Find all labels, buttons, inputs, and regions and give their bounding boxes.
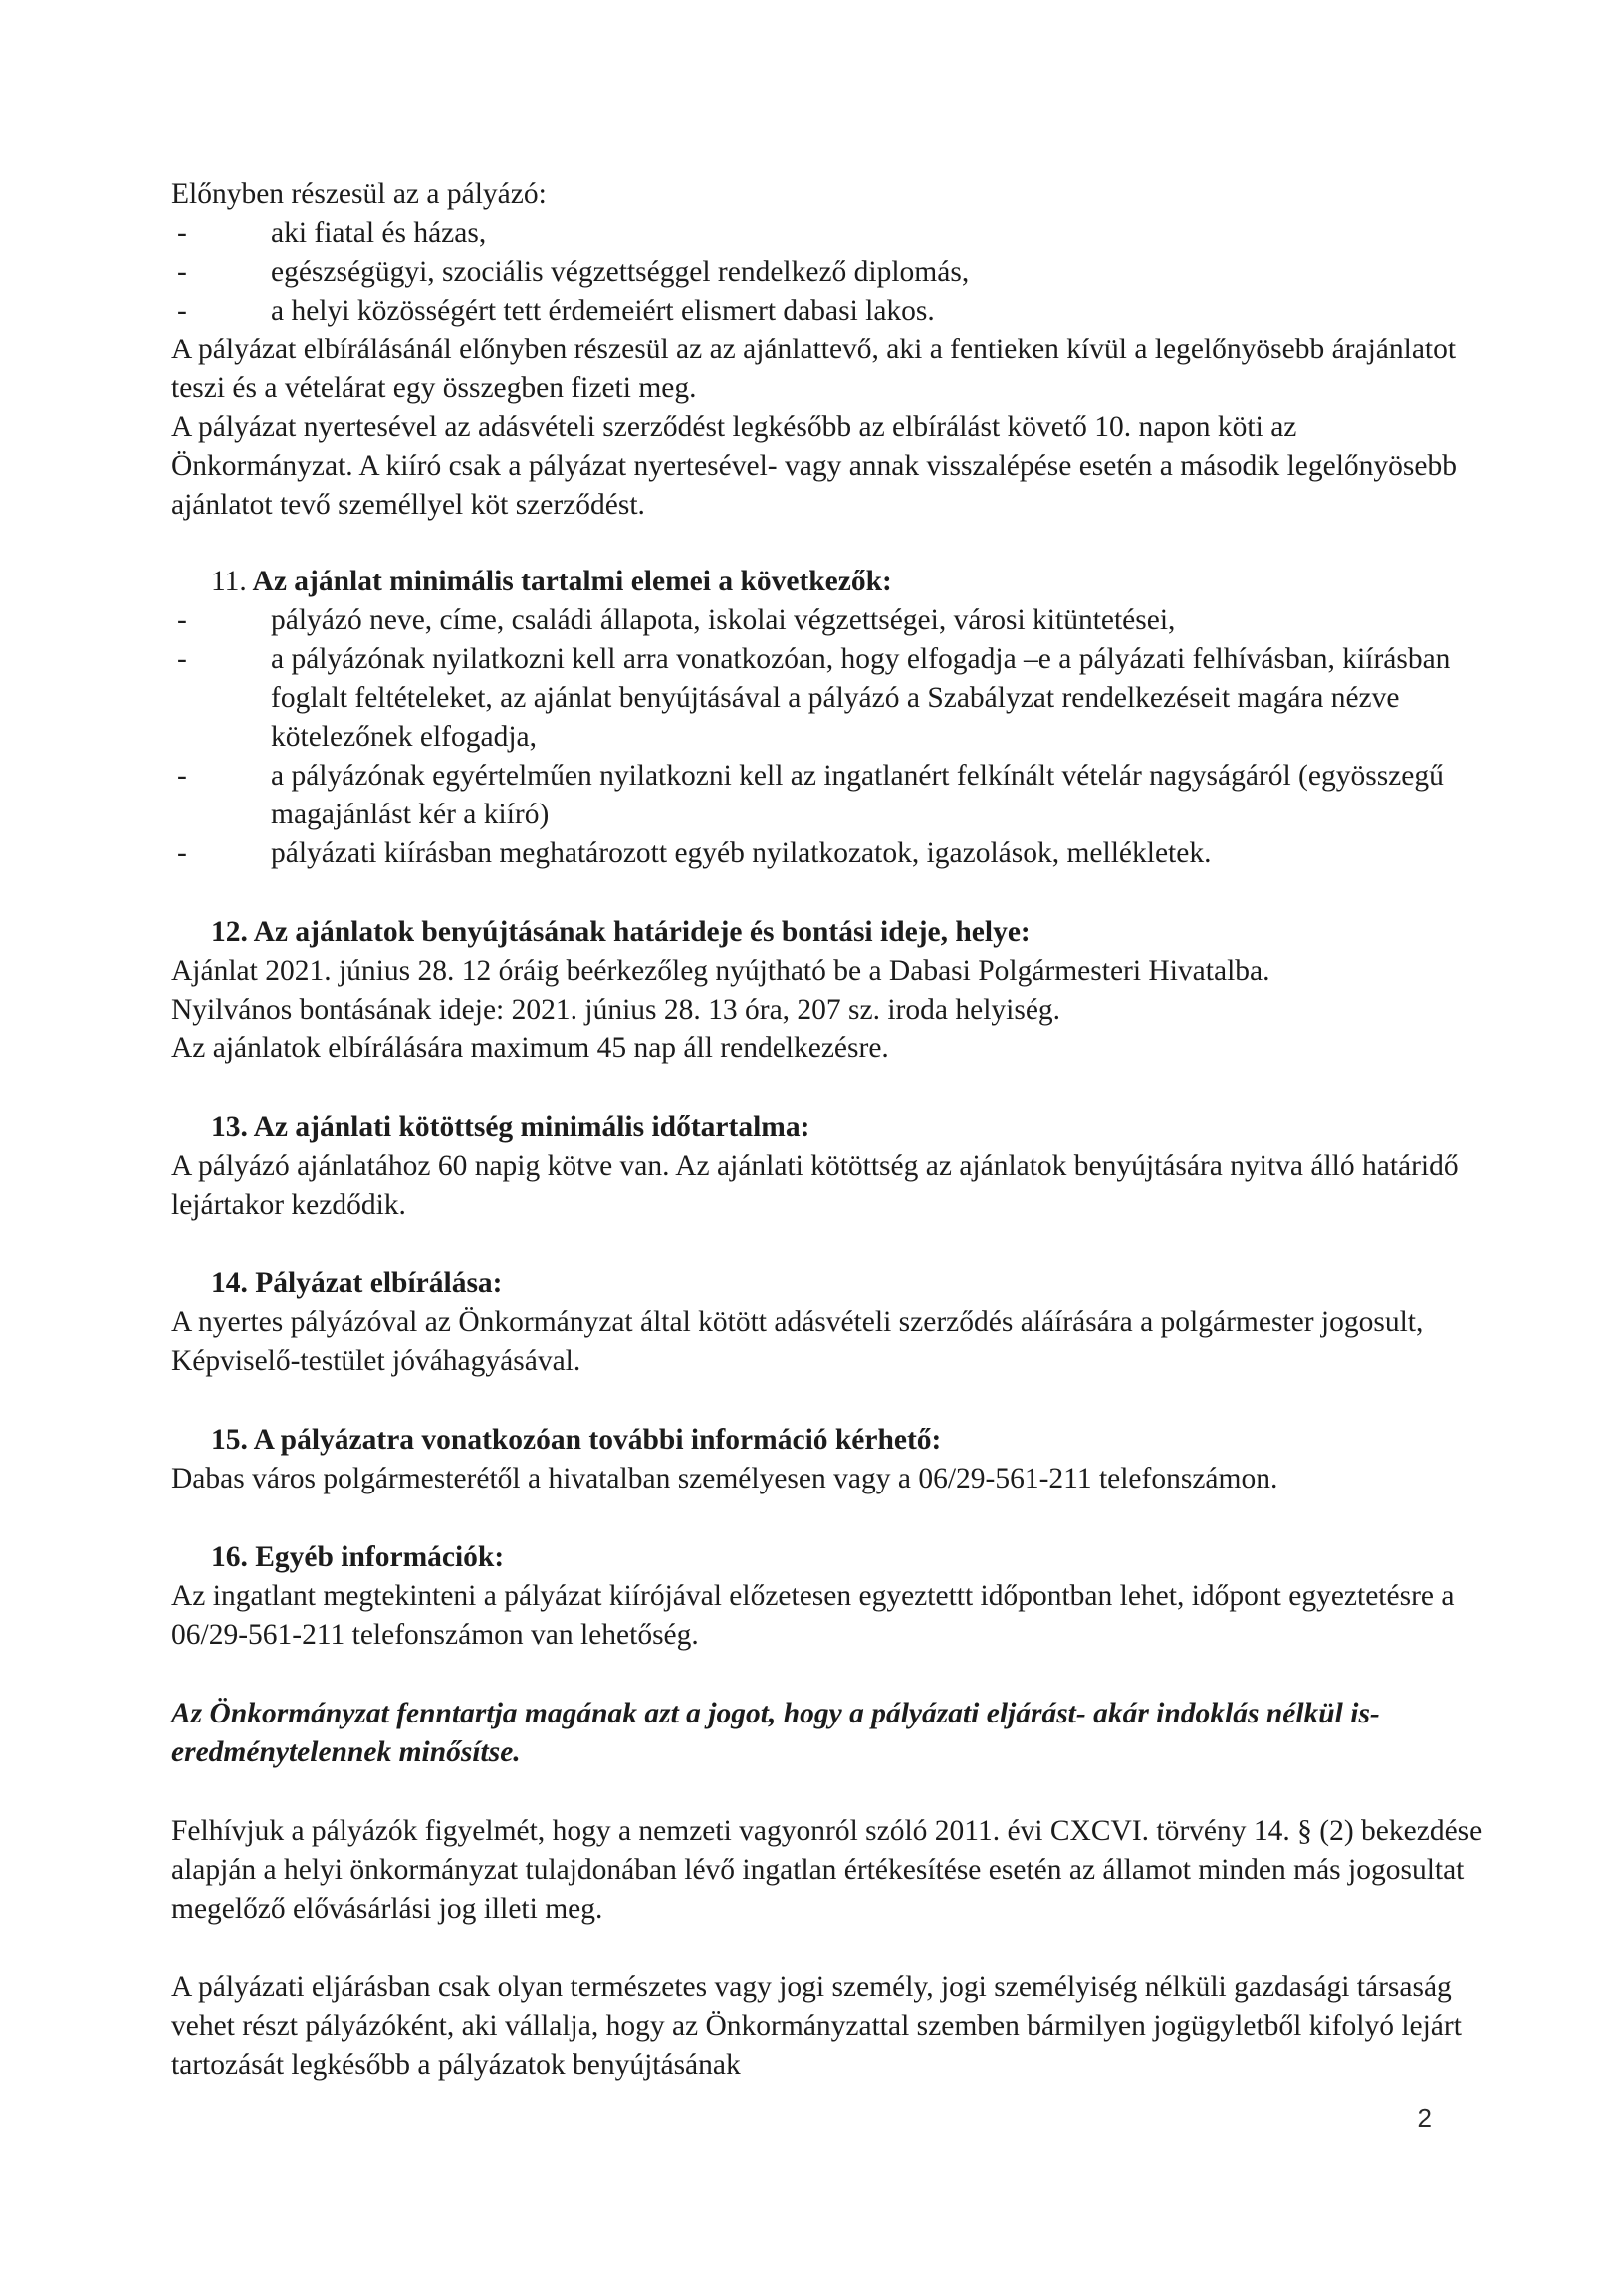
section-13-heading [171,1108,1486,1147]
preference-list [171,214,1486,331]
opening-line: Nyilvános bontásának ideje: 2021. június 28. 13 óra, 207 sz. iroda helyiség. [171,994,1061,1026]
reservation-note: Az Önkormányzat fenntartja magának azt a jogot, hogy a pályázati eljárást- akár indoklás nélkül is- eredménytelennek minősítse. [171,1698,1380,1768]
section-number: 11. [211,566,247,597]
offer-elements-list [171,601,1486,873]
section-number: 15. [211,1424,248,1456]
section-number: 12. [211,916,248,948]
document-page [171,175,1486,2085]
section-title: Az ajánlati kötöttség minimális időtartalma: [253,1111,810,1143]
contract-paragraph: A pályázat nyertesével az adásvételi szerződést legkésőbb az elbírálást követő 10. napon köti az Önkormányzat. A kiíró csak a pályázat nyertesével- vagy annak visszalépése esetén a második legelőnyösebb ajánlatot tevő személlyel köt szerződést. [171,411,1457,521]
deadline-line: Ajánlat 2021. június 28. 12 óráig beérkezőleg nyújtható be a Dabasi Polgármesteri Hivatalba. [171,955,1270,987]
section-15-heading [171,1421,1486,1460]
binding-period-text: A pályázó ajánlatához 60 napig kötve van. Az ajánlati kötöttség az ajánlatok benyújtására nyitva álló határidő lejártakor kezdődik. [171,1150,1459,1221]
list-item: - pályázó neve, címe, családi állapota, iskolai végzettségei, városi kitüntetései, [171,601,1486,640]
list-item: - egészségügyi, szociális végzettséggel rendelkező diplomás, [171,253,1486,292]
section-12-heading [171,913,1486,952]
law-note-paragraph: Felhívjuk a pályázók figyelmét, hogy a nemzeti vagyonról szóló 2011. évi CXCVI. törvény 14. § (2) bekezdése alapján a helyi önkormányzat tulajdonában lévő ingatlan értékesítése esetén az államot minden más jogosultat megelőző elővásárlási jog illeti meg. [171,1815,1483,1925]
section-title: A pályázatra vonatkozóan további információ kérhető: [253,1424,942,1456]
final-paragraph: A pályázati eljárásban csak olyan természetes vagy jogi személy, jogi személyiség nélküli gazdasági társaság vehet részt pályázóként, aki vállalja, hogy az Önkormányzattal szemben bármilyen jogügyletből kifolyó lejárt tartozását legkésőbb a pályázatok benyújtásának [171,1971,1462,2081]
contact-info-text: Dabas város polgármesterétől a hivatalban személyesen vagy a 06/29-561-211 telefonszámon. [171,1463,1278,1494]
section-number: 16. [211,1541,248,1573]
other-info-text: Az ingatlant megtekinteni a pályázat kiírójával előzetesen egyeztettt időpontban lehet, időpont egyeztetésre a 06/29-561-211 telefonszámon van lehetőség. [171,1580,1455,1651]
list-item: - a pályázónak nyilatkozni kell arra vonatkozóan, hogy elfogadja –e a pályázati felhívásban, kiírásban foglalt feltételeket, az ajánlat benyújtásával a pályázó a Szabályzat rendelkezéseit magára nézve kötelezőnek elfogadja, [171,640,1486,757]
list-item: - pályázati kiírásban meghatározott egyéb nyilatkozatok, igazolások, mellékletek. [171,834,1486,873]
section-title: Pályázat elbírálása: [255,1267,503,1299]
preference-lead: Előnyben részesül az a pályázó: [171,178,547,210]
section-title: Az ajánlatok benyújtásának határideje és bontási ideje, helye: [253,916,1031,948]
list-item: - a pályázónak egyértelműen nyilatkozni kell az ingatlanért felkínált vételár nagyságáról (egyösszegű magajánlást kér a kiíró) [171,757,1486,834]
section-14-heading [171,1264,1486,1303]
evaluation-paragraph: A pályázat elbírálásánál előnyben részesül az az ajánlattevő, aki a fentieken kívül a legelőnyösebb árajánlatot teszi és a vételárat egy összegben fizeti meg. [171,334,1457,404]
section-title: Az ajánlat minimális tartalmi elemei a következők: [252,566,892,597]
section-number: 13. [211,1111,248,1143]
section-11-heading [171,563,1486,601]
section-16-heading [171,1538,1486,1577]
evaluation-text: A nyertes pályázóval az Önkormányzat által kötött adásvételi szerződés aláírására a polgármester jogosult, Képviselő-testület jóváhagyásával. [171,1306,1424,1377]
list-item: - aki fiatal és házas, [171,214,1486,253]
section-number: 14. [211,1267,248,1299]
section-title: Egyéb információk: [255,1541,505,1573]
evaluation-period-line: Az ajánlatok elbírálására maximum 45 nap áll rendelkezésre. [171,1033,889,1064]
page-number: 2 [1417,2103,1432,2133]
list-item: - a helyi közösségért tett érdemeiért elismert dabasi lakos. [171,292,1486,331]
